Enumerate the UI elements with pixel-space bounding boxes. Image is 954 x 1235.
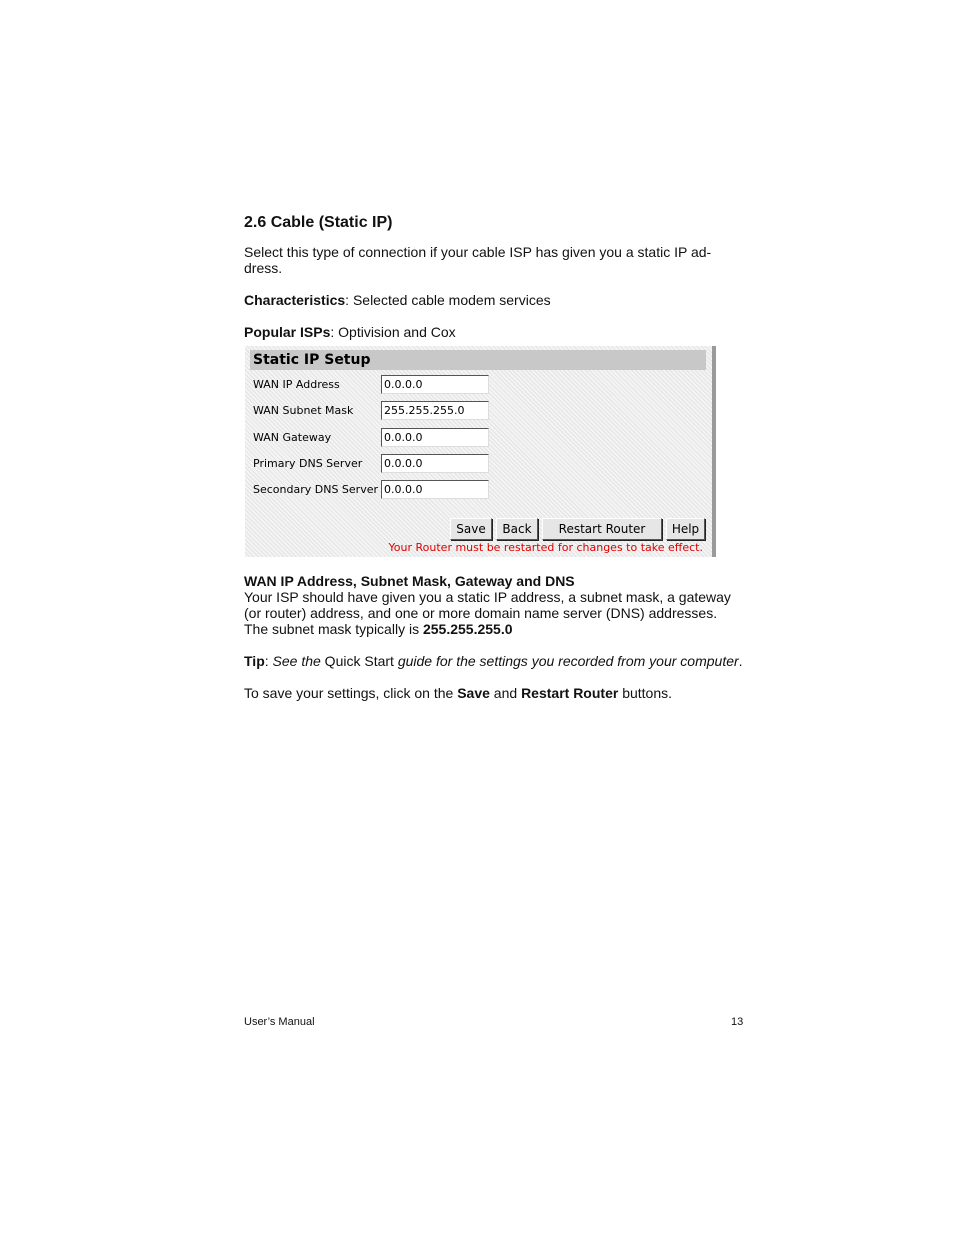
details-line-3-prefix: The subnet mask typically is [244,621,423,637]
tip-separator: : [264,653,273,669]
field-row-secondary-dns [253,480,493,500]
isps-paragraph [244,324,749,340]
field-row-primary-dns [253,454,493,474]
footer-manual-title: User’s Manual [244,1016,315,1028]
panel-title: Static IP Setup [250,350,706,370]
primary-dns-label: Primary DNS Server [253,457,363,470]
field-row-subnet-mask [253,401,493,421]
field-row-gateway [253,428,493,448]
primary-dns-input[interactable] [381,454,489,473]
intro-line-2: dress. [244,260,283,276]
save-note-prefix: To save your settings, click on the [244,685,458,701]
subnet-mask-label: WAN Subnet Mask [253,404,354,417]
tip-italic-2: guide for the settings you recorded from your computer [397,653,739,669]
intro-paragraph [244,244,749,276]
save-button[interactable]: Save [450,518,492,540]
isps-label: Popular ISPs [244,324,331,340]
tip-italic-1: See the [272,653,321,669]
characteristics-text: : Selected cable modem services [345,292,551,308]
help-button[interactable]: Help [666,518,705,540]
gateway-input[interactable] [381,428,489,447]
details-line-2: (or router) address, and one or more domain name server (DNS) addresses. [244,605,718,621]
save-note-and: and [489,685,522,701]
save-note-restart: Restart Router [521,685,619,701]
back-button[interactable]: Back [496,518,538,540]
tip-end: . [738,653,743,669]
tip-paragraph [244,653,749,669]
tip-label: Tip [244,653,265,669]
section-title: 2.6 Cable (Static IP) [244,214,393,231]
intro-line-1: Select this type of connection if your cable ISP has given you a static IP ad- [244,244,712,260]
restart-router-button[interactable]: Restart Router [542,518,662,540]
subnet-mask-input[interactable] [381,401,489,420]
tip-plain: Quick Start [320,653,398,669]
characteristics-paragraph [244,292,749,308]
isps-text: : Optivision and Cox [330,324,456,340]
save-note-suffix: buttons. [618,685,673,701]
footer-page-number: 13 [731,1016,744,1028]
details-paragraph [244,573,749,637]
wan-ip-label: WAN IP Address [253,378,340,391]
secondary-dns-input[interactable] [381,480,489,499]
save-note-paragraph [244,685,749,701]
characteristics-label: Characteristics [244,292,346,308]
wan-ip-input[interactable] [381,375,489,394]
gateway-label: WAN Gateway [253,431,332,444]
details-line-1: Your ISP should have given you a static IP address, a subnet mask, a gateway [244,589,731,605]
secondary-dns-label: Secondary DNS Server [253,483,379,496]
save-note-save: Save [457,685,490,701]
details-heading: WAN IP Address, Subnet Mask, Gateway and DNS [244,573,575,589]
restart-notice: Your Router must be restarted for changes to take effect. [388,541,703,554]
field-row-wan-ip [253,375,493,395]
static-ip-setup-panel [245,346,716,557]
subnet-mask-value: 255.255.255.0 [422,621,513,637]
